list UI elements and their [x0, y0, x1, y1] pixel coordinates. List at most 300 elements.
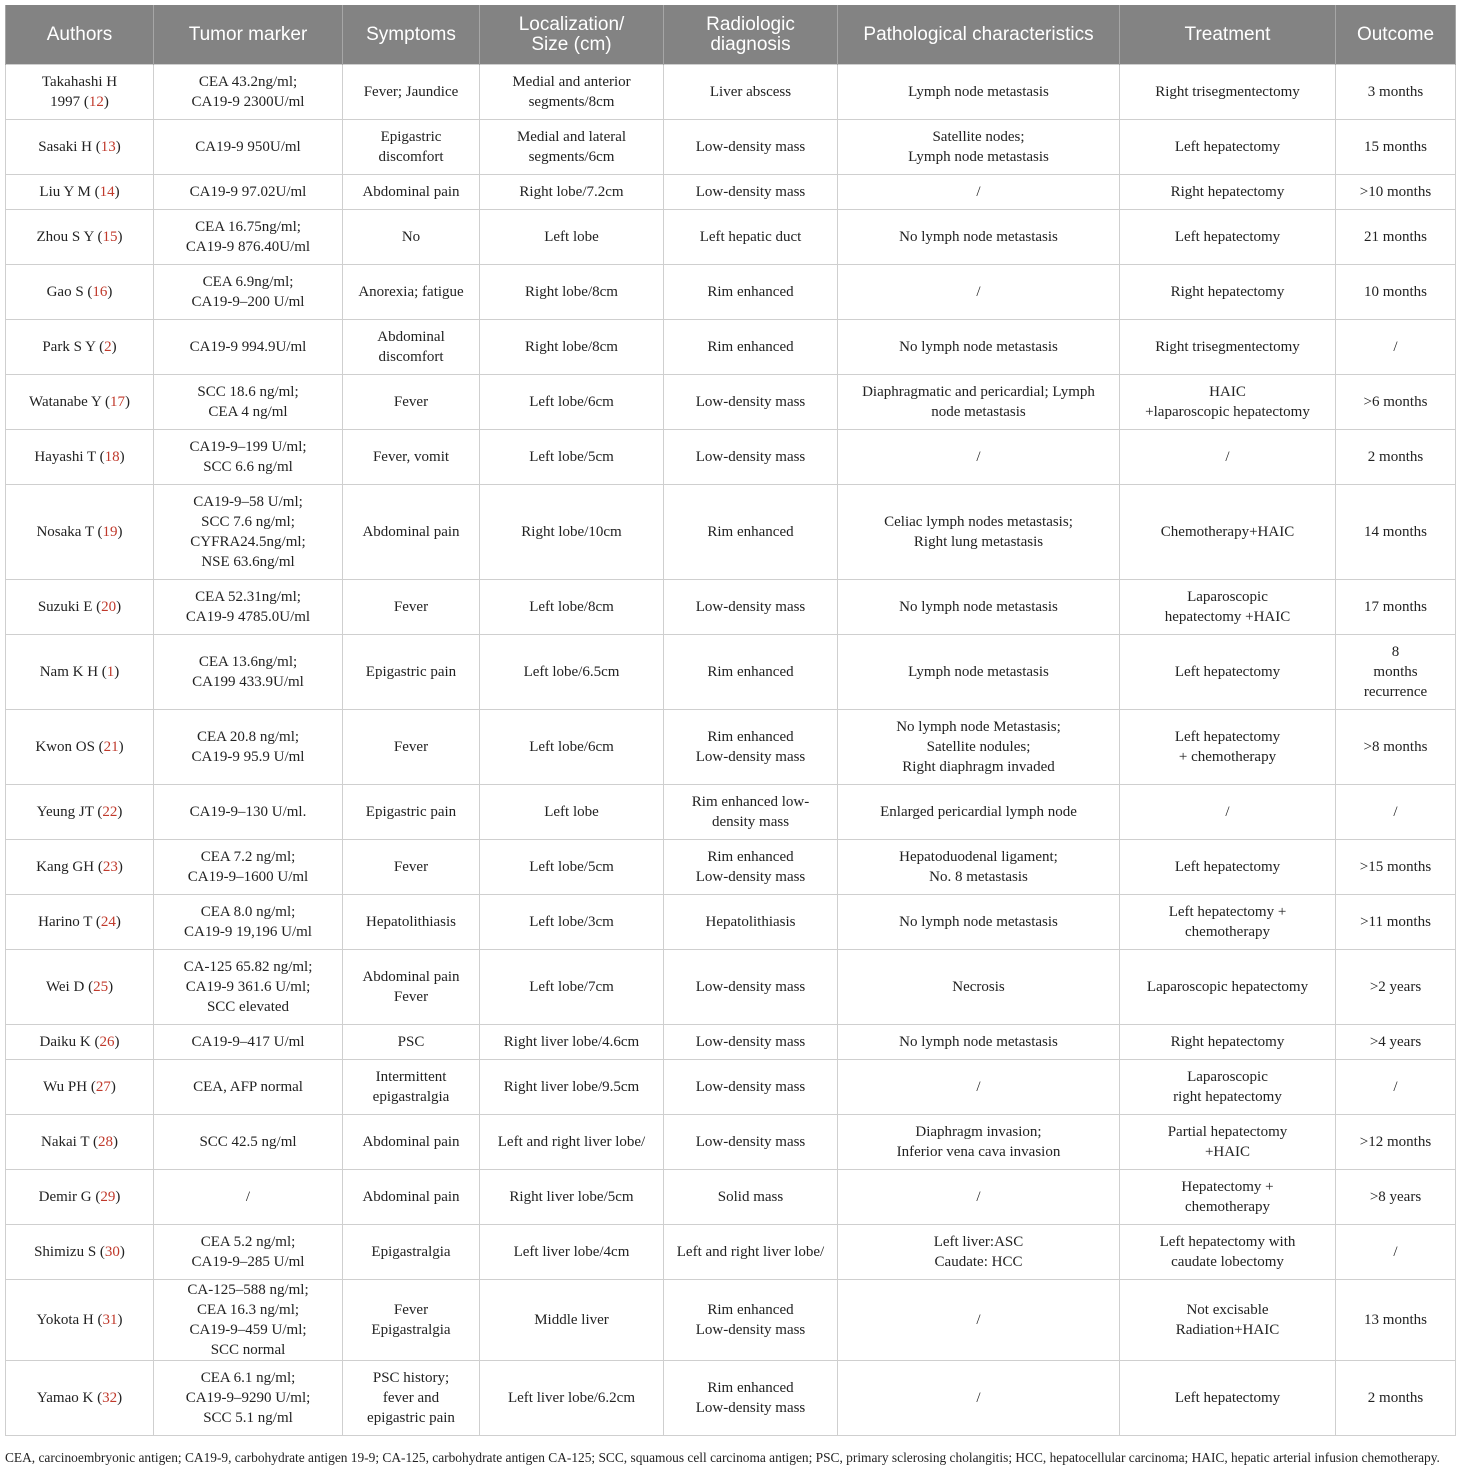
table-row: [6, 430, 1456, 485]
cell-author: [6, 265, 154, 320]
cell-text-line: Abdominal pain: [362, 184, 460, 200]
author-name: Hayashi T: [34, 449, 96, 465]
author-name: Yokota H: [36, 1312, 94, 1328]
cell-text-line: /: [976, 449, 981, 465]
reference-link[interactable]: 25: [93, 979, 109, 995]
cell-text-line: chemotherapy: [1185, 1199, 1270, 1215]
cell-pathological: [838, 1060, 1120, 1115]
cell-author: [6, 1361, 154, 1436]
author-line: Watanabe Y (17): [29, 394, 130, 410]
cell-text-line: Low-density mass: [695, 1079, 806, 1095]
table-row: [6, 265, 1456, 320]
reference-link[interactable]: 28: [97, 1134, 113, 1150]
cell-text-line: Diaphragmatic and pericardial; Lymph: [862, 384, 1095, 400]
reference-link[interactable]: 27: [95, 1079, 111, 1095]
cell-text-line: Right liver lobe/4.6cm: [503, 1034, 640, 1050]
header-label-line: Symptoms: [366, 23, 456, 45]
cell-text-line: Right trisegmentectomy: [1155, 84, 1300, 100]
header-pathological-characteristics: [838, 5, 1120, 65]
cell-outcome: [1336, 1170, 1456, 1225]
cell-text-line: Abdominal pain: [362, 969, 460, 985]
cell-symptoms: [343, 1225, 480, 1280]
reference-link[interactable]: 30: [104, 1244, 120, 1260]
header-label-line: Size (cm): [531, 33, 612, 55]
cell-pathological: [838, 1170, 1120, 1225]
table-body: [6, 65, 1456, 1436]
cell-pathological: [838, 1225, 1120, 1280]
cell-radiologic: [664, 210, 838, 265]
cell-pathological: [838, 580, 1120, 635]
cell-text-line: /: [976, 184, 981, 200]
cell-tumor-marker: [154, 785, 343, 840]
cell-author: [6, 1060, 154, 1115]
cell-text-line: Left lobe/5cm: [529, 449, 614, 465]
author-line: Yokota H (31): [36, 1312, 123, 1328]
cell-text-line: Low-density mass: [695, 184, 806, 200]
cell-text-line: SCC elevated: [206, 999, 290, 1015]
cell-text-line: Epigastralgia: [371, 1322, 451, 1338]
author-line: Liu Y M (14): [39, 184, 120, 200]
reference-link[interactable]: 32: [102, 1390, 118, 1406]
cell-localization: [480, 1060, 664, 1115]
cell-text-line: Celiac lymph nodes metastasis;: [884, 514, 1073, 530]
cell-treatment: [1120, 175, 1336, 210]
cell-treatment: [1120, 1060, 1336, 1115]
cell-symptoms: [343, 710, 480, 785]
author-name: Kwon OS: [35, 739, 95, 755]
cell-localization: [480, 120, 664, 175]
cell-text-line: 8: [1391, 644, 1400, 660]
cell-text-line: Right liver lobe/5cm: [509, 1189, 634, 1205]
cell-text-line: Fever: [393, 859, 429, 875]
author-name: Watanabe Y: [29, 394, 102, 410]
author-line: Kwon OS (21): [35, 739, 124, 755]
cell-text-line: Abdominal pain: [362, 1134, 460, 1150]
cell-localization: [480, 485, 664, 580]
cell-text-line: Abdominal: [377, 329, 445, 345]
cell-radiologic: [664, 950, 838, 1025]
cell-text-line: CA19-9–199 U/ml;: [189, 439, 307, 455]
cell-text-line: CEA, AFP normal: [193, 1079, 303, 1095]
cell-author: [6, 485, 154, 580]
cell-text-line: Left hepatectomy: [1174, 664, 1281, 680]
cell-text-line: HAIC: [1209, 384, 1246, 400]
author-line: Daiku K (26): [39, 1034, 120, 1050]
cell-tumor-marker: [154, 210, 343, 265]
cell-tumor-marker: [154, 120, 343, 175]
cell-text-line: 14 months: [1364, 524, 1427, 540]
table-footnote: CEA, carcinoembryonic antigen; CA19-9, carbohydrate antigen 19-9; CA-125, carbohydrate antigen CA-125; SCC, squamous cell carcinoma antigen; PSC, primary sclerosing cholangitis; HCC, hepatocellular carcinoma; HAIC, hepatic arterial infusion chemotherapy.: [5, 1450, 1440, 1465]
author-name: Takahashi H: [41, 74, 118, 90]
cell-symptoms: [343, 265, 480, 320]
reference-link[interactable]: 22: [102, 804, 118, 820]
cell-pathological: [838, 1280, 1120, 1361]
cell-outcome: [1336, 120, 1456, 175]
cell-text-line: Low-density mass: [695, 749, 806, 765]
cell-tumor-marker: [154, 580, 343, 635]
cell-text-line: Epigastric pain: [365, 804, 457, 820]
cell-text-line: Right lobe/10cm: [521, 524, 622, 540]
cell-text-line: Hepatolithiasis: [705, 914, 796, 930]
cell-text-line: CA19-9–130 U/ml.: [189, 804, 307, 820]
cell-localization: [480, 175, 664, 210]
cell-tumor-marker: [154, 65, 343, 120]
reference-link[interactable]: 31: [102, 1312, 118, 1328]
cell-pathological: [838, 210, 1120, 265]
author-name: Gao S: [46, 284, 84, 300]
cell-text-line: CEA 4 ng/ml: [208, 404, 288, 420]
cell-pathological: [838, 1361, 1120, 1436]
cell-text-line: node metastasis: [931, 404, 1026, 420]
author-name: Nam K H: [39, 664, 99, 680]
cell-author: [6, 895, 154, 950]
cell-text-line: CA19-9 876.40U/ml: [185, 239, 311, 255]
cell-symptoms: [343, 1025, 480, 1060]
cell-text-line: caudate lobectomy: [1171, 1254, 1284, 1270]
cell-symptoms: [343, 950, 480, 1025]
cell-localization: [480, 265, 664, 320]
cell-localization: [480, 950, 664, 1025]
table-row: [6, 210, 1456, 265]
cell-outcome: [1336, 485, 1456, 580]
cell-symptoms: [343, 840, 480, 895]
cell-text-line: Right lung metastasis: [913, 534, 1044, 550]
cell-text-line: Medial and lateral: [516, 129, 627, 145]
cell-text-line: Hepatoduodenal ligament;: [899, 849, 1058, 865]
cell-localization: [480, 1115, 664, 1170]
reference-link[interactable]: 29: [100, 1189, 116, 1205]
case-table-container: [5, 5, 1455, 1436]
reference-link[interactable]: 1: [106, 664, 115, 680]
reference-link[interactable]: 13: [100, 139, 116, 155]
cell-treatment: [1120, 635, 1336, 710]
author-line: Demir G (29): [38, 1189, 121, 1205]
cell-author: [6, 1115, 154, 1170]
cell-treatment: [1120, 430, 1336, 485]
table-row: [6, 65, 1456, 120]
cell-text-line: Low-density mass: [695, 449, 806, 465]
reference-link[interactable]: 21: [103, 739, 119, 755]
cell-outcome: [1336, 320, 1456, 375]
cell-treatment: [1120, 485, 1336, 580]
cell-text-line: CA19-9 950U/ml: [195, 139, 301, 155]
cell-text-line: Rim enhanced: [707, 729, 794, 745]
cell-radiologic: [664, 785, 838, 840]
reference-link[interactable]: 15: [102, 229, 118, 245]
cell-symptoms: [343, 320, 480, 375]
author-name: Shimizu S: [34, 1244, 97, 1260]
cell-text-line: Laparoscopic hepatectomy: [1146, 979, 1309, 995]
cell-radiologic: [664, 635, 838, 710]
cell-outcome: [1336, 175, 1456, 210]
cell-text-line: PSC: [397, 1034, 425, 1050]
cell-radiologic: [664, 1025, 838, 1060]
cell-text-line: /: [1393, 1079, 1398, 1095]
cell-radiologic: [664, 1170, 838, 1225]
cell-treatment: [1120, 895, 1336, 950]
cell-radiologic: [664, 580, 838, 635]
cell-text-line: CA19-9 4785.0U/ml: [185, 609, 311, 625]
cell-text-line: >8 months: [1363, 739, 1428, 755]
cell-outcome: [1336, 710, 1456, 785]
author-line: [12, 72, 147, 92]
table-row: [6, 710, 1456, 785]
header-label-line: Localization/: [518, 13, 625, 35]
reference-link[interactable]: 24: [100, 914, 116, 930]
cell-text-line: Hepatolithiasis: [366, 914, 456, 930]
cell-text-line: SCC 18.6 ng/ml;: [197, 384, 299, 400]
cell-text-line: + chemotherapy: [1178, 749, 1277, 765]
cell-text-line: Inferior vena cava invasion: [896, 1144, 1061, 1160]
cell-text-line: Rim enhanced: [707, 284, 794, 300]
header-label-line: Treatment: [1184, 23, 1271, 45]
cell-text-line: Rim enhanced: [707, 664, 794, 680]
cell-localization: [480, 785, 664, 840]
table-row: [6, 1280, 1456, 1361]
cell-author: [6, 1170, 154, 1225]
cell-text-line: No lymph node Metastasis;: [896, 719, 1061, 735]
cell-pathological: [838, 175, 1120, 210]
cell-text-line: CEA 5.2 ng/ml;: [200, 1234, 296, 1250]
cell-pathological: [838, 840, 1120, 895]
cell-tumor-marker: [154, 1025, 343, 1060]
cell-text-line: CA19-9 97.02U/ml: [189, 184, 307, 200]
cell-text-line: 3 months: [1367, 84, 1424, 100]
cell-text-line: CEA 20.8 ng/ml;: [196, 729, 300, 745]
author-name: Kang GH: [36, 859, 95, 875]
cell-pathological: [838, 895, 1120, 950]
cell-text-line: Fever: [393, 989, 429, 1005]
cell-text-line: discomfort: [378, 149, 444, 165]
author-year: 1997: [50, 94, 81, 110]
cell-text-line: Lymph node metastasis: [908, 84, 1049, 100]
cell-text-line: CEA 52.31ng/ml;: [195, 589, 301, 605]
cell-outcome: [1336, 950, 1456, 1025]
table-header: [6, 5, 1456, 65]
cell-text-line: right hepatectomy: [1173, 1089, 1282, 1105]
cell-text-line: Epigastric pain: [365, 664, 457, 680]
reference-link[interactable]: 17: [109, 394, 125, 410]
cell-outcome: [1336, 635, 1456, 710]
cell-localization: [480, 210, 664, 265]
header-symptoms: [343, 5, 480, 65]
cell-text-line: 15 months: [1364, 139, 1427, 155]
cell-tumor-marker: [154, 710, 343, 785]
cell-treatment: [1120, 1280, 1336, 1361]
reference-link[interactable]: 2: [104, 339, 112, 355]
author-line: Shimizu S (30): [34, 1244, 125, 1260]
cell-tumor-marker: [154, 950, 343, 1025]
reference-link[interactable]: 12: [88, 94, 104, 110]
cell-text-line: 17 months: [1364, 599, 1427, 615]
header-radiologic-diagnosis: [664, 5, 838, 65]
header-outcome: [1336, 5, 1456, 65]
cell-text-line: CA19-9–417 U/ml: [191, 1034, 305, 1050]
cell-treatment: [1120, 580, 1336, 635]
author-name: Sasaki H: [38, 139, 92, 155]
header-tumor-marker: [154, 5, 343, 65]
author-name: Daiku K: [39, 1034, 91, 1050]
cell-pathological: [838, 65, 1120, 120]
cell-text-line: Right hepatectomy: [1170, 284, 1285, 300]
cell-text-line: Partial hepatectomy: [1167, 1124, 1288, 1140]
cell-text-line: SCC 42.5 ng/ml: [199, 1134, 297, 1150]
header-label-line: Radiologic: [706, 13, 795, 35]
table-row: [6, 1025, 1456, 1060]
cell-text-line: Low-density mass: [695, 1322, 806, 1338]
reference-link[interactable]: 20: [101, 599, 117, 615]
cell-text-line: Middle liver: [534, 1312, 609, 1328]
table-row: [6, 840, 1456, 895]
cell-outcome: [1336, 375, 1456, 430]
cell-tumor-marker: [154, 1170, 343, 1225]
cell-treatment: [1120, 320, 1336, 375]
author-name: Suzuki E: [37, 599, 93, 615]
cell-pathological: [838, 485, 1120, 580]
header-localization-size: [480, 5, 664, 65]
reference-link[interactable]: 16: [92, 284, 108, 300]
cell-symptoms: [343, 1115, 480, 1170]
cell-localization: [480, 840, 664, 895]
author-line: Park S Y (2): [42, 339, 117, 355]
cell-text-line: CA19-9 95.9 U/ml: [191, 749, 305, 765]
cell-treatment: [1120, 65, 1336, 120]
cell-radiologic: [664, 1225, 838, 1280]
cell-text-line: Epigastralgia: [371, 1244, 451, 1260]
cell-text-line: Left lobe/6cm: [529, 394, 614, 410]
cell-text-line: Fever: [393, 739, 429, 755]
cell-symptoms: [343, 210, 480, 265]
cell-text-line: >8 years: [1369, 1189, 1422, 1205]
cell-text-line: Fever: [393, 599, 429, 615]
cell-text-line: /: [1393, 804, 1398, 820]
cell-text-line: SCC 5.1 ng/ml: [203, 1410, 293, 1426]
cell-symptoms: [343, 485, 480, 580]
cell-text-line: Right lobe/7.2cm: [519, 184, 624, 200]
cell-text-line: recurrence: [1363, 684, 1428, 700]
cell-text-line: 21 months: [1364, 229, 1427, 245]
cell-outcome: [1336, 840, 1456, 895]
cell-text-line: Right diaphragm invaded: [902, 759, 1055, 775]
cell-pathological: [838, 430, 1120, 485]
author-name: Zhou S Y: [36, 229, 94, 245]
reference-link[interactable]: 18: [104, 449, 120, 465]
cell-text-line: No: [401, 229, 421, 245]
cell-text-line: CYFRA24.5ng/ml;: [190, 534, 306, 550]
cell-pathological: [838, 785, 1120, 840]
cell-text-line: Rim enhanced: [707, 1302, 794, 1318]
cell-text-line: Left hepatectomy with: [1159, 1234, 1296, 1250]
cell-text-line: SCC normal: [210, 1342, 286, 1358]
cell-text-line: 2 months: [1367, 1390, 1424, 1406]
table-row: [6, 375, 1456, 430]
cell-text-line: segments/6cm: [528, 149, 615, 165]
cell-radiologic: [664, 485, 838, 580]
cell-text-line: SCC 6.6 ng/ml: [203, 459, 293, 475]
cell-text-line: Solid mass: [717, 1189, 784, 1205]
author-line: Kang GH (23): [36, 859, 123, 875]
cell-symptoms: [343, 1280, 480, 1361]
cell-text-line: Intermittent: [375, 1069, 447, 1085]
cell-radiologic: [664, 1361, 838, 1436]
cell-text-line: 13 months: [1364, 1312, 1427, 1328]
cell-text-line: 10 months: [1364, 284, 1427, 300]
cell-pathological: [838, 320, 1120, 375]
header-authors: [6, 5, 154, 65]
cell-symptoms: [343, 785, 480, 840]
cell-symptoms: [343, 65, 480, 120]
cell-text-line: Rim enhanced: [707, 849, 794, 865]
cell-text-line: Left liver:ASC: [933, 1234, 1024, 1250]
cell-tumor-marker: [154, 320, 343, 375]
cell-text-line: Low-density mass: [695, 869, 806, 885]
cell-author: [6, 950, 154, 1025]
author-line: Wu PH (27): [43, 1079, 116, 1095]
table-row: [6, 1060, 1456, 1115]
cell-text-line: CA19-9–1600 U/ml: [187, 869, 309, 885]
cell-treatment: [1120, 120, 1336, 175]
cell-text-line: CA19-9–58 U/ml;: [193, 494, 303, 510]
case-table: [5, 5, 1456, 1436]
reference-link[interactable]: 19: [102, 524, 118, 540]
cell-text-line: CA-125 65.82 ng/ml;: [183, 959, 313, 975]
cell-text-line: /: [976, 1390, 981, 1406]
table-row: [6, 580, 1456, 635]
cell-text-line: CEA 8.0 ng/ml;: [200, 904, 296, 920]
author-line: Harino T (24): [38, 914, 121, 930]
cell-outcome: [1336, 265, 1456, 320]
cell-tumor-marker: [154, 265, 343, 320]
cell-text-line: Rim enhanced: [707, 524, 794, 540]
cell-text-line: Left lobe/6cm: [529, 739, 614, 755]
cell-text-line: /: [1225, 449, 1230, 465]
table-row: [6, 485, 1456, 580]
header-row: [6, 5, 1456, 65]
cell-text-line: Left lobe/6.5cm: [523, 664, 620, 680]
reference-link[interactable]: 23: [102, 859, 118, 875]
cell-text-line: No lymph node metastasis: [899, 229, 1058, 245]
cell-text-line: CEA 16.3 ng/ml;: [196, 1302, 300, 1318]
cell-text-line: Low-density mass: [695, 1400, 806, 1416]
cell-text-line: Diaphragm invasion;: [915, 1124, 1042, 1140]
cell-text-line: Rim enhanced low-: [691, 794, 810, 810]
cell-text-line: CA199 433.9U/ml: [192, 674, 304, 690]
author-name: Harino T: [38, 914, 93, 930]
reference-link[interactable]: 26: [99, 1034, 115, 1050]
author-name: Wei D: [45, 979, 85, 995]
cell-outcome: [1336, 1060, 1456, 1115]
cell-localization: [480, 1361, 664, 1436]
cell-text-line: Left hepatectomy: [1174, 729, 1281, 745]
reference-link[interactable]: 14: [99, 184, 115, 200]
cell-tumor-marker: [154, 895, 343, 950]
cell-text-line: CEA 6.9ng/ml;: [202, 274, 294, 290]
cell-text-line: /: [1225, 804, 1230, 820]
author-line: Wei D (25): [45, 979, 114, 995]
cell-text-line: epigastralgia: [372, 1089, 450, 1105]
cell-text-line: CA-125–588 ng/ml;: [187, 1282, 309, 1298]
cell-treatment: [1120, 1025, 1336, 1060]
author-line: Hayashi T (18): [34, 449, 125, 465]
author-line: Zhou S Y (15): [36, 229, 123, 245]
cell-text-line: CA19-9 361.6 U/ml;: [185, 979, 311, 995]
cell-text-line: Left liver lobe/4cm: [513, 1244, 630, 1260]
cell-text-line: Left liver lobe/6.2cm: [507, 1390, 636, 1406]
cell-text-line: Laparoscopic: [1187, 589, 1268, 605]
cell-author: [6, 175, 154, 210]
author-name: Demir G: [38, 1189, 92, 1205]
cell-text-line: /: [1393, 339, 1398, 355]
